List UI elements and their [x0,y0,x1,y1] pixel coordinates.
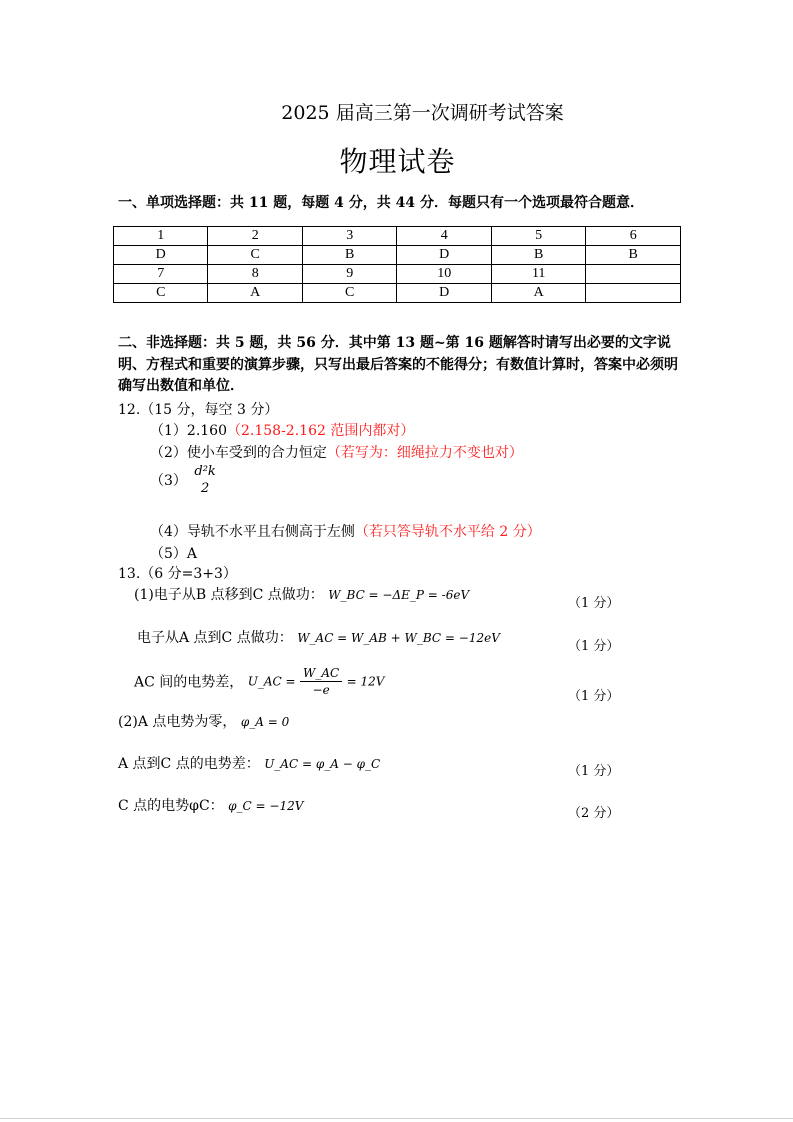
fraction-denominator: 2 [200,481,210,496]
table-cell [586,265,681,284]
table-cell: 1 [114,227,208,246]
q12-answer-4 [150,521,541,541]
table-row [114,265,681,284]
q12-answer-3 [150,464,219,496]
section2-heading: 二、非选择题：共 5 题，共 56 分．其中第 13 题~第 16 题解答时请写出必要的文字说明、方程式和重要的演算步骤，只写出最后答案的不能得分；有数值计算时，答案中必须明确写出数值和单位． [118,335,678,394]
fraction-numerator: W_AC [303,666,340,680]
q13-line-6-equation: φ_C = −12V [228,799,304,813]
table-cell: D [397,246,491,265]
table-cell: D [397,284,491,303]
q13-line-1-equation: W_BC = −ΔE_P = -6eV [328,588,470,602]
q13-line-2-text: 电子从A 点到C 点做功： [137,630,293,646]
table-cell: C [208,246,302,265]
q13-line-4 [118,711,289,731]
table-cell: B [302,246,396,265]
section1-heading: 一、单项选择题：共 11 题，每题 4 分，共 44 分．每题只有一个选项最符合题意． [118,195,644,211]
table-cell: C [302,284,396,303]
table-row [114,227,681,246]
q13-line-1-score: （1 分） [568,596,620,611]
table-row [114,284,681,303]
table-cell: 8 [208,265,302,284]
q13-line-5-equation: U_AC = φ_A − φ_C [264,757,381,771]
fraction-denominator: −e [300,681,342,697]
q12-answer-3-label: （3） [150,473,187,489]
q12-answer-3-fraction [191,464,218,496]
table-cell: B [586,246,681,265]
table-cell: 11 [491,265,585,284]
table-cell: 10 [397,265,491,284]
q13-line-4-equation: φ_A = 0 [240,715,290,729]
q13-line-2-score: （1 分） [568,639,620,654]
page-title: 2025 届高三第一次调研考试答案 [281,102,564,124]
table-cell: 5 [491,227,585,246]
q12-answer-1-note: （2.158-2.162 范围内都对） [227,423,415,439]
table-cell: A [208,284,302,303]
q13-line-3-text: AC 间的电势差， [134,674,244,691]
table-cell: 6 [586,227,681,246]
q13-line-6-score: （2 分） [568,806,620,821]
q13-line-2 [137,627,500,647]
page-bottom-divider [0,1118,793,1119]
q13-line-1 [134,584,469,604]
q13-line-3 [134,666,384,697]
table-cell: C [114,284,208,303]
q13-line-3-score: （1 分） [568,689,620,704]
q12-answer-4-note: （若只答导轨不水平给 2 分） [354,524,541,540]
table-cell: D [114,246,208,265]
q13-line-1-text: (1)电子从B 点移到C 点做功： [134,587,324,603]
answer-table [113,226,681,303]
subject-title: 物理试卷 [339,145,456,178]
table-cell: B [491,246,585,265]
q13-line-5 [118,753,380,773]
table-cell: 2 [208,227,302,246]
table-cell [586,284,681,303]
table-row [114,246,681,265]
q12-answer-1-text: （1）2.160 [150,423,227,439]
q13-line-5-score: （1 分） [568,764,620,779]
q13-line-6-text: C 点的电势φC： [118,798,224,814]
q12-answer-2-note: （若写为：细绳拉力不变也对） [326,445,523,461]
table-cell: A [491,284,585,303]
q12-answer-2-text: （2）使小车受到的合力恒定 [150,445,327,461]
fraction-numerator: d²k [194,464,216,479]
table-cell: 9 [302,265,396,284]
q13-line-3-fraction [300,666,342,697]
q12-answer-4-text: （4）导轨不水平且右侧高于左侧 [150,524,355,540]
q13-line-3-equation-lhs: U_AC = [247,674,296,689]
table-cell: 4 [397,227,491,246]
q13-header: 13.（6 分=3+3） [118,566,237,582]
q13-line-2-equation: W_AC = W_AB + W_BC = −12eV [297,631,500,645]
table-cell: 3 [302,227,396,246]
q13-line-3-equation-rhs: = 12V [346,674,385,689]
q12-header: 12.（15 分，每空 3 分） [118,402,279,418]
q13-line-4-text: (2)A 点电势为零， [118,714,237,730]
q12-answer-1 [150,420,414,440]
q12-answer-2 [150,442,523,462]
q13-line-5-text: A 点到C 点的电势差： [118,756,260,772]
q12-answer-5: （5）A [150,546,198,562]
q13-line-6 [118,795,303,815]
table-cell: 7 [114,265,208,284]
